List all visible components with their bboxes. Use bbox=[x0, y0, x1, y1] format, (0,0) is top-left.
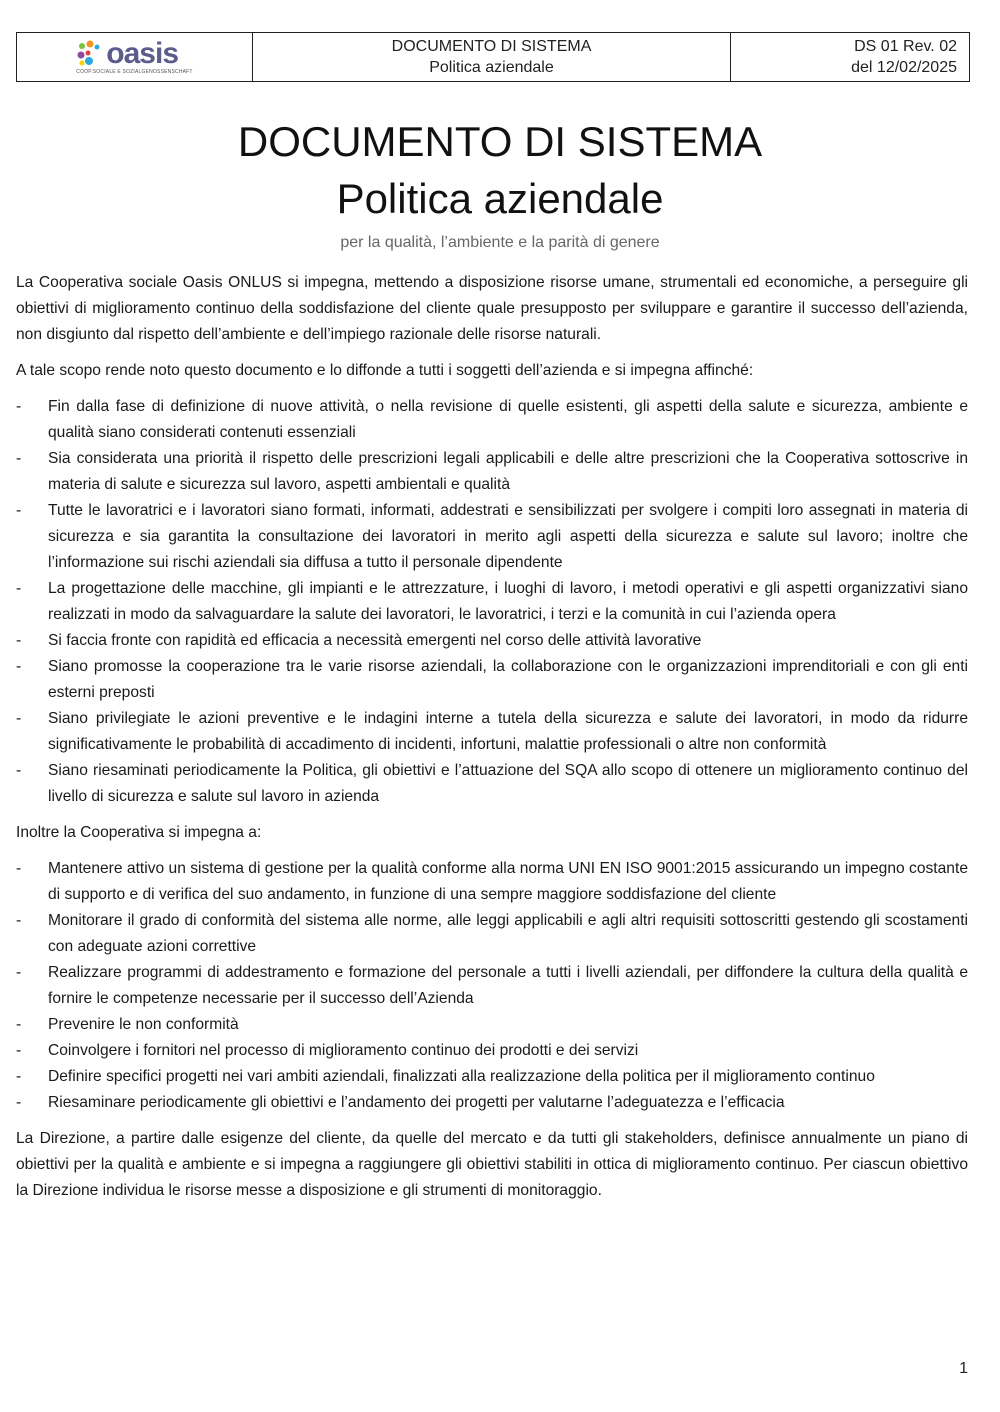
header-date: del 12/02/2025 bbox=[851, 59, 957, 76]
also-paragraph: Inoltre la Cooperativa si impegna a: bbox=[16, 824, 262, 841]
list-item: - Siano riesaminati periodicamente la Politica, gli obiettivi e l’attuazione del SQA allo scopo di ottenere un miglioramento continuo del livello di sicurezza e salute sul lavoro in azienda bbox=[16, 758, 968, 810]
header-revision: DS 01 Rev. 02 bbox=[854, 38, 957, 55]
list-item: - Riesaminare periodicamente gli obiettivi e l’andamento dei progetti per valutarne l’adeguatezza e l’efficacia bbox=[16, 1090, 968, 1116]
document-body bbox=[16, 270, 968, 1204]
bullet: - bbox=[16, 762, 22, 779]
logo-subtext: COOP.SOCIALE E SOZIALGENOSSENSCHAFT bbox=[76, 68, 193, 75]
scope-paragraph: A tale scopo rende noto questo documento e lo diffonde a tutti i soggetti dell’azienda e si impegna affinché: bbox=[16, 362, 754, 379]
list-item: - Tutte le lavoratrici e i lavoratori siano formati, informati, addestrati e sensibilizzati per svolgere i compiti loro assegnati in materia di sicurezza e sia garantita la consultazione dei lavoratori in merito agli aspetti della sicurezza e salute sul lavoro; inoltre che l’informazione sui rischi aziendali sia diffusa a tutto il personale dipendente bbox=[16, 498, 968, 576]
list-item: - Definire specifici progetti nei vari ambiti aziendali, finalizzati alla realizzazione della politica per il miglioramento continuo bbox=[16, 1064, 968, 1090]
bullet: - bbox=[16, 658, 22, 675]
list-item: - Siano promosse la cooperazione tra le varie risorse aziendali, la collaborazione con le organizzazioni imprenditoriali e con gli enti esterni preposti bbox=[16, 654, 968, 706]
page-subtitle: Politica aziendale bbox=[336, 175, 664, 222]
list-item: - Realizzare programmi di addestramento e formazione del personale a tutti i livelli aziendali, per diffondere la cultura della qualità e fornire le competenze necessarie per il successo dell’Azienda bbox=[16, 960, 968, 1012]
bullet: - bbox=[16, 1094, 22, 1111]
page-number: 1 bbox=[959, 1360, 968, 1377]
page-tagline: per la qualità, l’ambiente e la parità di genere bbox=[340, 234, 660, 251]
header-title-cell bbox=[253, 33, 731, 81]
bullet: - bbox=[16, 1042, 22, 1059]
bullet: - bbox=[16, 580, 22, 597]
list-item: - Prevenire le non conformità bbox=[16, 1012, 968, 1038]
header-doc-name: Politica aziendale bbox=[429, 59, 554, 76]
document-header-table bbox=[16, 32, 970, 82]
bullet: - bbox=[16, 710, 22, 727]
list-item: - Si faccia fronte con rapidità ed efficacia a necessità emergenti nel corso delle attività lavorative bbox=[16, 628, 968, 654]
page-title: DOCUMENTO DI SISTEMA bbox=[237, 118, 763, 165]
logo-dots-icon bbox=[76, 40, 104, 68]
list-item: - Monitorare il grado di conformità del sistema alle norme, alle leggi applicabili e agli altri requisiti sottoscritti gestendo gli scostamenti con adeguate azioni correttive bbox=[16, 908, 968, 960]
intro-paragraph: La Cooperativa sociale Oasis ONLUS si impegna, mettendo a disposizione risorse umane, strumentali ed economiche, a perseguire gli obiettivi di miglioramento continuo della soddisfazione del cliente quale presupposto per sviluppare e garantire il successo dell’azienda, non disgiunto dal rispetto dell’ambiente e dell’impiego razionale delle risorse naturali. bbox=[16, 274, 968, 343]
bullet: - bbox=[16, 860, 22, 877]
list-item: - Mantenere attivo un sistema di gestione per la qualità conforme alla norma UNI EN ISO 9001:2015 assicurando un impegno costante di supporto e di verifica del suo andamento, in funzione di una sempre maggiore soddisfazione del cliente bbox=[16, 856, 968, 908]
additional-commitments-list bbox=[16, 856, 968, 1116]
logo-wordmark: oasis bbox=[106, 36, 179, 70]
list-item: - Coinvolgere i fornitori nel processo di miglioramento continuo dei prodotti e dei servizi bbox=[16, 1038, 968, 1064]
header-logo-cell bbox=[17, 33, 253, 81]
oasis-logo bbox=[76, 36, 193, 75]
bullet: - bbox=[16, 450, 22, 467]
list-item: - Sia considerata una priorità il rispetto delle prescrizioni legali applicabili e delle altre prescrizioni che la Cooperativa sottoscrive in materia di salute e sicurezza sul lavoro, aspetti ambientali e qualità bbox=[16, 446, 968, 498]
list-item: - Siano privilegiate le azioni preventive e le indagini interne a tutela della sicurezza e salute dei lavoratori, in modo da ridurre significativamente le probabilità di accadimento di incidenti, infortuni, malattie professionali o altre non conformità bbox=[16, 706, 968, 758]
bullet: - bbox=[16, 912, 22, 929]
list-item: - Fin dalla fase di definizione di nuove attività, o nella revisione di quelle esistenti, gli aspetti della salute e sicurezza, ambiente e qualità siano considerati contenuti essenziali bbox=[16, 394, 968, 446]
list-item: - La progettazione delle macchine, gli impianti e le attrezzature, i luoghi di lavoro, i metodi operativi e gli aspetti organizzativi siano realizzati in modo da salvaguardare la salute dei lavoratori, le lavoratrici, i terzi e la comunità in cui l’azienda opera bbox=[16, 576, 968, 628]
bullet: - bbox=[16, 1016, 22, 1033]
closing-paragraph: La Direzione, a partire dalle esigenze del cliente, da quelle del mercato e da tutti gli stakeholders, definisce annualmente un piano di obiettivi per la qualità e ambiente e si impegna a raggiungere gli obiettivi stabiliti in ottica di miglioramento continuo. Per ciascun obiettivo la Direzione individua le risorse messe a disposizione e gli strumenti di monitoraggio. bbox=[16, 1130, 968, 1199]
bullet: - bbox=[16, 502, 22, 519]
header-revision-cell bbox=[731, 33, 969, 81]
commitments-list bbox=[16, 394, 968, 810]
header-doc-type: DOCUMENTO DI SISTEMA bbox=[391, 38, 592, 55]
bullet: - bbox=[16, 1068, 22, 1085]
bullet: - bbox=[16, 632, 22, 649]
bullet: - bbox=[16, 398, 22, 415]
bullet: - bbox=[16, 964, 22, 981]
